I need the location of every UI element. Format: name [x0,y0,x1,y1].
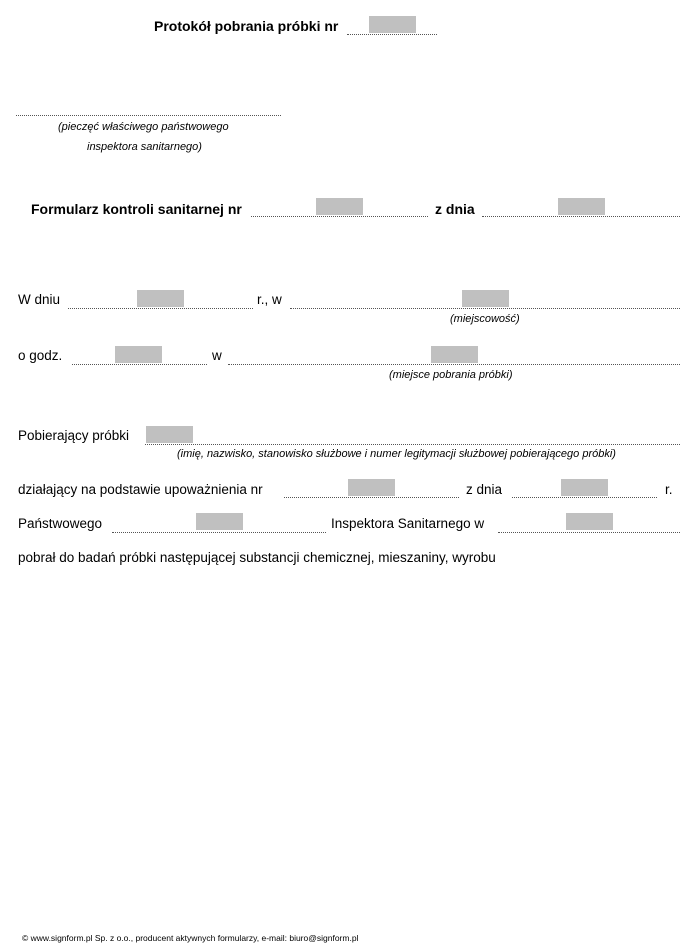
sample-place-input[interactable] [431,346,478,363]
sample-place-line [228,364,680,365]
form-date-input[interactable] [558,198,605,215]
place-input[interactable] [462,290,509,307]
stamp-caption-line1: (pieczęć właściwego państwowego [58,121,229,133]
authorization-date-line [512,497,657,498]
collector-caption: (imię, nazwisko, stanowisko służbowe i numer legitymacji służbowej pobierającego próbki) [177,448,616,460]
state-input[interactable] [196,513,243,530]
stamp-line [16,115,281,116]
day-line [68,308,253,309]
form-date-line [482,216,680,217]
inspector-label: Inspektora Sanitarnego w [331,516,485,531]
form-no-line [251,216,428,217]
footer-copyright: © www.signform.pl Sp. z o.o., producent aktywnych formularzy, e-mail: biuro@signform.pl [22,933,359,943]
statement-text: pobrał do badań próbki następującej substancji chemicznej, mieszaniny, wyrobu [18,550,496,565]
hour-label: o godz. [18,348,63,363]
sample-place-caption: (miejsce pobrania próbki) [389,369,513,381]
authorization-number-input[interactable] [348,479,395,496]
inspector-city-input[interactable] [566,513,613,530]
place-caption: (miejscowość) [450,313,520,325]
form-number-input[interactable] [316,198,363,215]
state-line [112,532,326,533]
state-label: Państwowego [18,516,103,531]
form-control-label: Formularz kontroli sanitarnej nr [31,201,242,217]
w-label: w [212,348,222,363]
place-line [290,308,680,309]
protocol-no-line [347,34,437,35]
authorization-date-input[interactable] [561,479,608,496]
collector-label: Pobierający próbki [18,428,130,443]
hour-input[interactable] [115,346,162,363]
page-title: Protokół pobrania próbki nr [154,18,339,34]
collector-line [145,444,680,445]
inspector-city-line [498,532,680,533]
stamp-caption-line2: inspektora sanitarnego) [87,141,202,153]
protocol-number-input[interactable] [369,16,416,33]
day-input[interactable] [137,290,184,307]
form-date-label: z dnia [435,201,475,217]
hour-line [72,364,207,365]
collector-input[interactable] [146,426,193,443]
day-label: W dniu [18,292,61,307]
authorization-date-label: z dnia [466,482,503,497]
authorization-no-line [284,497,459,498]
r-w-label: r., w [257,292,282,307]
authorization-suffix: r. [665,482,673,497]
authorization-label: działający na podstawie upoważnienia nr [18,482,263,497]
